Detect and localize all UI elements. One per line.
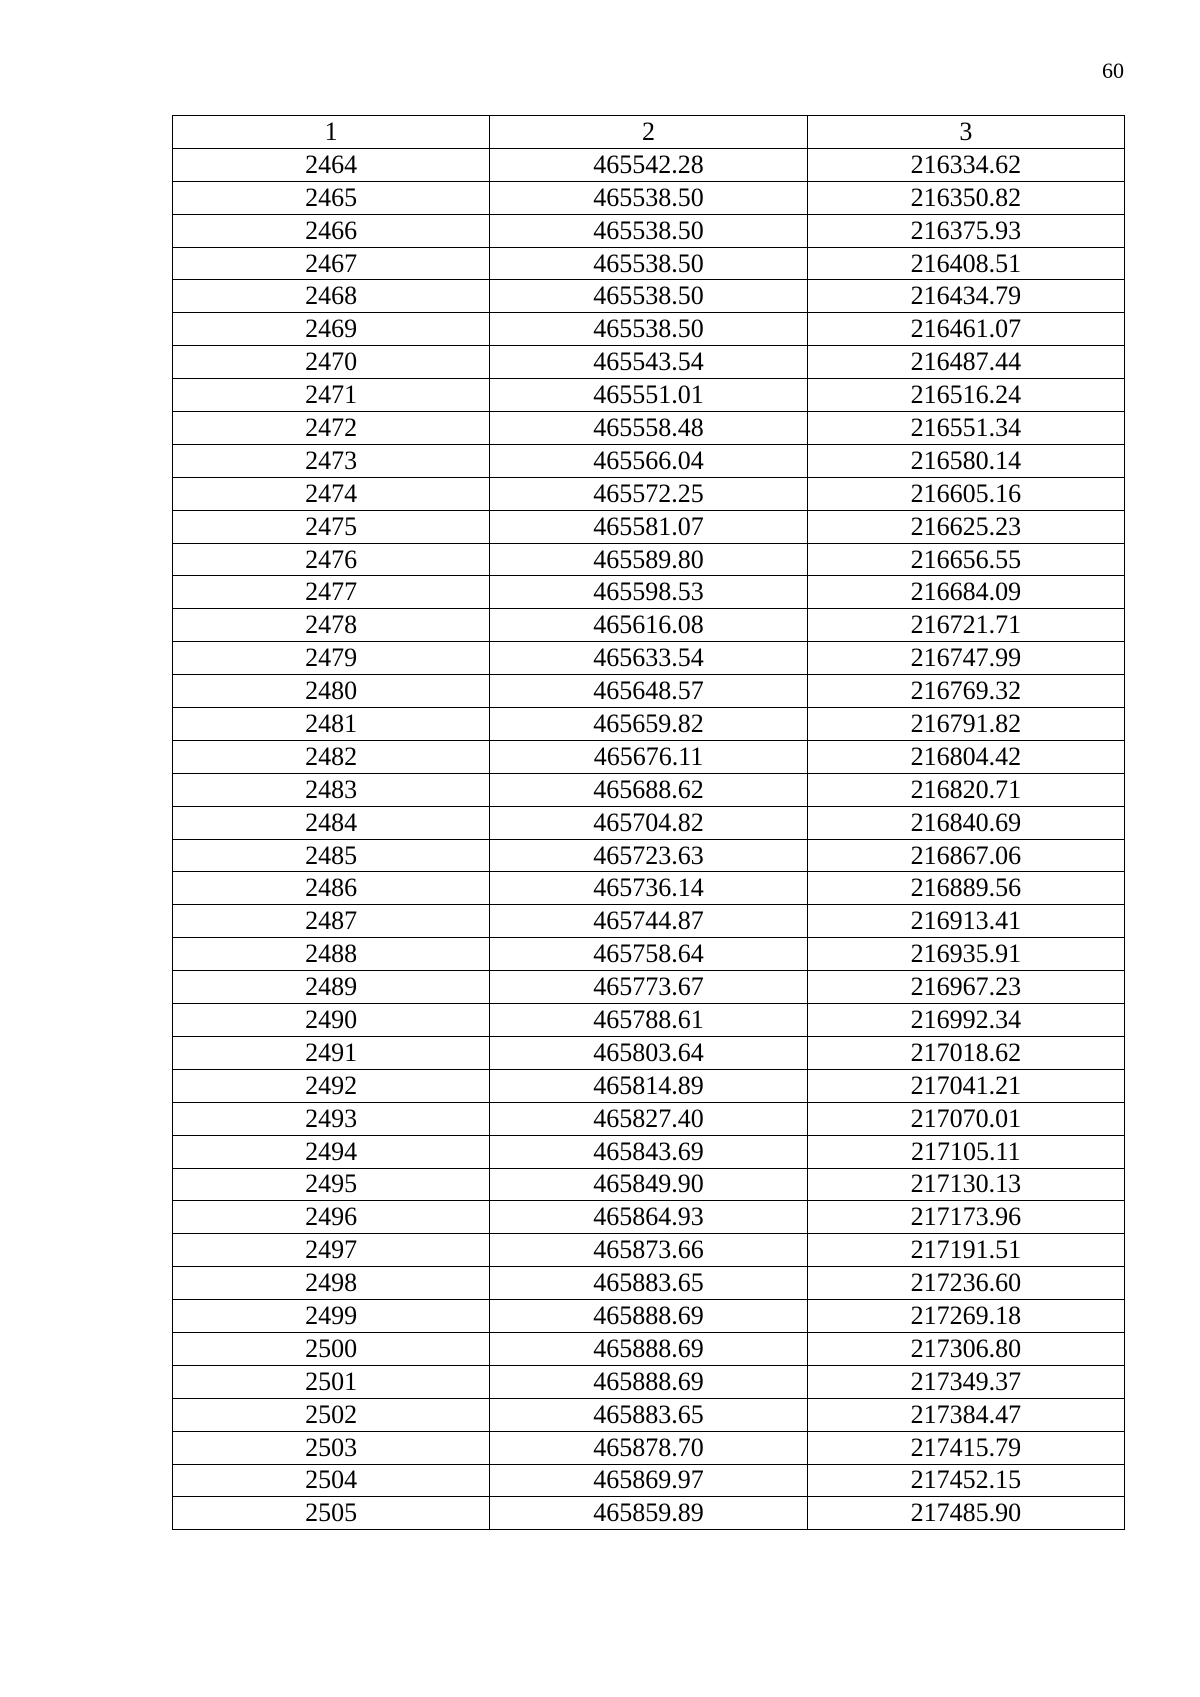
coordinate-y-cell: 217306.80	[807, 1332, 1124, 1365]
table-row	[173, 181, 1125, 214]
table-row	[173, 280, 1125, 313]
coordinate-x-cell: 465788.61	[490, 1004, 807, 1037]
point-number-cell: 2490	[173, 1004, 490, 1037]
table-row	[173, 609, 1125, 642]
table-row	[173, 905, 1125, 938]
coordinate-x-cell: 465814.89	[490, 1069, 807, 1102]
point-number-cell: 2475	[173, 510, 490, 543]
table-row	[173, 247, 1125, 280]
point-number-cell: 2479	[173, 642, 490, 675]
point-number-cell: 2473	[173, 444, 490, 477]
point-number-cell: 2505	[173, 1497, 490, 1530]
coordinate-x-cell: 465883.65	[490, 1398, 807, 1431]
point-number-cell: 2464	[173, 148, 490, 181]
coordinate-y-cell: 216804.42	[807, 740, 1124, 773]
coordinate-y-cell: 216684.09	[807, 576, 1124, 609]
coordinate-y-cell: 216461.07	[807, 313, 1124, 346]
coordinate-x-cell: 465758.64	[490, 938, 807, 971]
coordinate-y-cell: 216656.55	[807, 543, 1124, 576]
point-number-cell: 2474	[173, 477, 490, 510]
point-number-cell: 2477	[173, 576, 490, 609]
table-row	[173, 1234, 1125, 1267]
coordinate-y-cell: 216967.23	[807, 971, 1124, 1004]
coordinate-x-cell: 465843.69	[490, 1135, 807, 1168]
coordinate-x-cell: 465538.50	[490, 247, 807, 280]
table-row	[173, 477, 1125, 510]
point-number-cell: 2481	[173, 708, 490, 741]
table-row	[173, 675, 1125, 708]
coordinate-y-cell: 217485.90	[807, 1497, 1124, 1530]
coordinate-y-cell: 217041.21	[807, 1069, 1124, 1102]
header-cell-3: 3	[807, 116, 1124, 149]
coordinate-y-cell: 216334.62	[807, 148, 1124, 181]
table-row	[173, 773, 1125, 806]
table-row	[173, 313, 1125, 346]
coordinate-x-cell: 465648.57	[490, 675, 807, 708]
point-number-cell: 2491	[173, 1036, 490, 1069]
point-number-cell: 2484	[173, 806, 490, 839]
table-header	[173, 116, 1125, 149]
coordinate-x-cell: 465572.25	[490, 477, 807, 510]
coordinate-x-cell: 465542.28	[490, 148, 807, 181]
point-number-cell: 2480	[173, 675, 490, 708]
table-row	[173, 1267, 1125, 1300]
coordinate-y-cell: 217191.51	[807, 1234, 1124, 1267]
point-number-cell: 2496	[173, 1201, 490, 1234]
table-row	[173, 1168, 1125, 1201]
table-row	[173, 1069, 1125, 1102]
table-row	[173, 576, 1125, 609]
table-row	[173, 642, 1125, 675]
coordinate-y-cell: 216769.32	[807, 675, 1124, 708]
point-number-cell: 2470	[173, 346, 490, 379]
coordinate-x-cell: 465551.01	[490, 379, 807, 412]
coordinate-x-cell: 465878.70	[490, 1431, 807, 1464]
coordinate-x-cell: 465723.63	[490, 839, 807, 872]
coordinate-x-cell: 465869.97	[490, 1464, 807, 1497]
coordinate-x-cell: 465589.80	[490, 543, 807, 576]
point-number-cell: 2476	[173, 543, 490, 576]
point-number-cell: 2500	[173, 1332, 490, 1365]
table-row	[173, 1464, 1125, 1497]
coordinate-x-cell: 465543.54	[490, 346, 807, 379]
coordinate-y-cell: 217070.01	[807, 1102, 1124, 1135]
table-row	[173, 1102, 1125, 1135]
coordinate-x-cell: 465616.08	[490, 609, 807, 642]
coordinate-y-cell: 216935.91	[807, 938, 1124, 971]
coordinate-x-cell: 465538.50	[490, 181, 807, 214]
point-number-cell: 2499	[173, 1300, 490, 1333]
coordinate-x-cell: 465803.64	[490, 1036, 807, 1069]
coordinate-x-cell: 465659.82	[490, 708, 807, 741]
table-row	[173, 379, 1125, 412]
point-number-cell: 2503	[173, 1431, 490, 1464]
coordinate-x-cell: 465744.87	[490, 905, 807, 938]
coordinate-y-cell: 216791.82	[807, 708, 1124, 741]
coordinate-y-cell: 217384.47	[807, 1398, 1124, 1431]
coordinate-x-cell: 465633.54	[490, 642, 807, 675]
table-row	[173, 938, 1125, 971]
table-row	[173, 214, 1125, 247]
coordinate-x-cell: 465827.40	[490, 1102, 807, 1135]
point-number-cell: 2494	[173, 1135, 490, 1168]
coordinate-y-cell: 216747.99	[807, 642, 1124, 675]
table-row	[173, 1332, 1125, 1365]
point-number-cell: 2478	[173, 609, 490, 642]
point-number-cell: 2495	[173, 1168, 490, 1201]
point-number-cell: 2472	[173, 412, 490, 445]
table-row	[173, 1135, 1125, 1168]
table-row	[173, 1431, 1125, 1464]
point-number-cell: 2469	[173, 313, 490, 346]
coordinate-y-cell: 216580.14	[807, 444, 1124, 477]
coordinate-x-cell: 465849.90	[490, 1168, 807, 1201]
coordinate-x-cell: 465538.50	[490, 313, 807, 346]
table-row	[173, 1004, 1125, 1037]
coordinate-x-cell: 465736.14	[490, 872, 807, 905]
coordinate-y-cell: 216721.71	[807, 609, 1124, 642]
coordinate-y-cell: 216820.71	[807, 773, 1124, 806]
coordinate-x-cell: 465873.66	[490, 1234, 807, 1267]
coordinate-y-cell: 216913.41	[807, 905, 1124, 938]
table-row	[173, 1398, 1125, 1431]
coordinate-y-cell: 217415.79	[807, 1431, 1124, 1464]
header-row	[173, 116, 1125, 149]
coordinate-y-cell: 217173.96	[807, 1201, 1124, 1234]
header-cell-1: 1	[173, 116, 490, 149]
point-number-cell: 2504	[173, 1464, 490, 1497]
point-number-cell: 2502	[173, 1398, 490, 1431]
coordinate-y-cell: 217105.11	[807, 1135, 1124, 1168]
point-number-cell: 2485	[173, 839, 490, 872]
table-row	[173, 346, 1125, 379]
coordinate-x-cell: 465773.67	[490, 971, 807, 1004]
table-row	[173, 148, 1125, 181]
coordinate-y-cell: 217269.18	[807, 1300, 1124, 1333]
coordinate-x-cell: 465688.62	[490, 773, 807, 806]
coordinate-y-cell: 216889.56	[807, 872, 1124, 905]
coordinate-y-cell: 216625.23	[807, 510, 1124, 543]
table-row	[173, 872, 1125, 905]
coordinate-x-cell: 465859.89	[490, 1497, 807, 1530]
point-number-cell: 2487	[173, 905, 490, 938]
table-row	[173, 1036, 1125, 1069]
coordinate-x-cell: 465888.69	[490, 1332, 807, 1365]
coordinate-x-cell: 465888.69	[490, 1365, 807, 1398]
coordinate-y-cell: 216516.24	[807, 379, 1124, 412]
table-row	[173, 740, 1125, 773]
table-row	[173, 510, 1125, 543]
coordinate-y-cell: 216551.34	[807, 412, 1124, 445]
coordinate-x-cell: 465704.82	[490, 806, 807, 839]
table-row	[173, 543, 1125, 576]
coordinate-x-cell: 465538.50	[490, 214, 807, 247]
table-row	[173, 1365, 1125, 1398]
point-number-cell: 2482	[173, 740, 490, 773]
table-row	[173, 971, 1125, 1004]
point-number-cell: 2497	[173, 1234, 490, 1267]
coordinate-y-cell: 217452.15	[807, 1464, 1124, 1497]
coordinate-x-cell: 465558.48	[490, 412, 807, 445]
point-number-cell: 2488	[173, 938, 490, 971]
coordinate-y-cell: 217130.13	[807, 1168, 1124, 1201]
coordinate-y-cell: 217236.60	[807, 1267, 1124, 1300]
coordinate-y-cell: 216434.79	[807, 280, 1124, 313]
coordinate-y-cell: 216487.44	[807, 346, 1124, 379]
point-number-cell: 2489	[173, 971, 490, 1004]
coordinate-y-cell: 216840.69	[807, 806, 1124, 839]
coordinate-x-cell: 465566.04	[490, 444, 807, 477]
coordinate-x-cell: 465581.07	[490, 510, 807, 543]
table-row	[173, 708, 1125, 741]
coordinate-y-cell: 216867.06	[807, 839, 1124, 872]
table-row	[173, 1201, 1125, 1234]
table-row	[173, 412, 1125, 445]
coordinate-x-cell: 465888.69	[490, 1300, 807, 1333]
page-number: 60	[1102, 58, 1124, 83]
point-number-cell: 2468	[173, 280, 490, 313]
point-number-cell: 2501	[173, 1365, 490, 1398]
table-row	[173, 1497, 1125, 1530]
point-number-cell: 2465	[173, 181, 490, 214]
point-number-cell: 2471	[173, 379, 490, 412]
coordinate-y-cell: 216408.51	[807, 247, 1124, 280]
header-cell-2: 2	[490, 116, 807, 149]
point-number-cell: 2492	[173, 1069, 490, 1102]
coordinate-x-cell: 465676.11	[490, 740, 807, 773]
table-row	[173, 806, 1125, 839]
table-row	[173, 444, 1125, 477]
coordinate-x-cell: 465864.93	[490, 1201, 807, 1234]
point-number-cell: 2486	[173, 872, 490, 905]
point-number-cell: 2467	[173, 247, 490, 280]
coordinate-y-cell: 216992.34	[807, 1004, 1124, 1037]
coordinate-y-cell: 217018.62	[807, 1036, 1124, 1069]
coordinate-y-cell: 217349.37	[807, 1365, 1124, 1398]
coordinates-table	[172, 115, 1125, 1530]
coordinate-x-cell: 465538.50	[490, 280, 807, 313]
point-number-cell: 2493	[173, 1102, 490, 1135]
table-row	[173, 839, 1125, 872]
point-number-cell: 2483	[173, 773, 490, 806]
coordinate-y-cell: 216350.82	[807, 181, 1124, 214]
coordinate-x-cell: 465883.65	[490, 1267, 807, 1300]
table-row	[173, 1300, 1125, 1333]
coordinate-x-cell: 465598.53	[490, 576, 807, 609]
table-body	[173, 148, 1125, 1529]
point-number-cell: 2466	[173, 214, 490, 247]
coordinate-y-cell: 216605.16	[807, 477, 1124, 510]
point-number-cell: 2498	[173, 1267, 490, 1300]
coordinate-y-cell: 216375.93	[807, 214, 1124, 247]
